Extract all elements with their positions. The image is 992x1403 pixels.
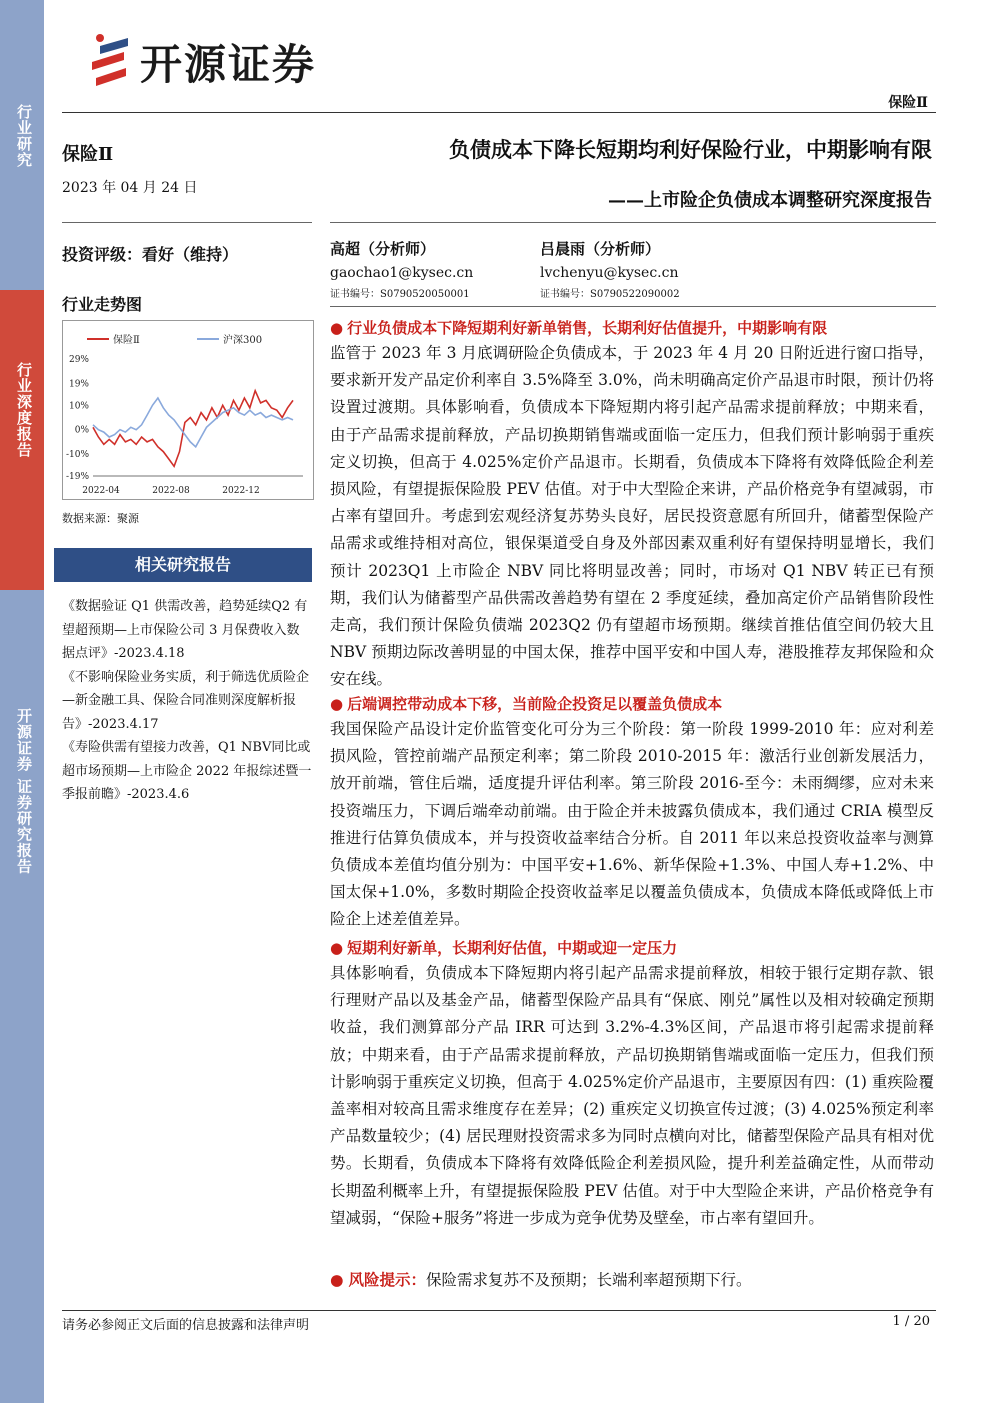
header-sector-tag: 保险Ⅱ [888, 95, 928, 111]
y-tick-label: -19% [65, 472, 89, 482]
bullet-icon: ● [330, 1271, 344, 1289]
report-main-title: 负债成本下降长短期均利好保险行业，中期影响有限 [449, 137, 932, 162]
footer-divider [62, 1310, 936, 1311]
section-3 [330, 938, 934, 1232]
side-label-bottom: 开源证券 证券研究报告 [15, 708, 33, 875]
y-tick-label: 29% [68, 355, 89, 365]
legend-label: 保险Ⅱ [113, 335, 140, 346]
risk-note [330, 1268, 934, 1290]
x-tick-label: 2022-12 [222, 486, 260, 496]
x-tick-label: 2022-08 [152, 486, 190, 496]
related-report-item[interactable]: 《不影响保险业务实质，利于筛选优质险企—新金融工具、保险合同准则深度解析报告》-2023.4.17 [62, 669, 310, 732]
brand-logo-icon [86, 30, 136, 90]
title-divider [330, 222, 936, 223]
analyst-name: 高超（分析师） [330, 240, 436, 258]
brand-name: 开源证券 [140, 40, 317, 89]
report-sub-title: ——上市险企负债成本调整研究深度报告 [608, 190, 932, 211]
chart-source: 数据来源：聚源 [62, 512, 139, 525]
page-number: 1 / 20 [892, 1314, 930, 1329]
analyst-cert: 证书编号：S0790522090002 [540, 289, 680, 300]
footer-disclaimer[interactable]: 请务必参阅正文后面的信息披露和法律声明 [62, 1318, 310, 1333]
analyst-divider [330, 306, 936, 307]
section-heading: ● 后端调控带动成本下移，当前险企投资足以覆盖负债成本 [330, 695, 723, 713]
analyst-email[interactable]: lvchenyu@kysec.cn [540, 265, 679, 281]
related-reports-title: 相关研究报告 [54, 548, 312, 582]
legend-label: 沪深300 [223, 335, 263, 346]
section-body: 具体影响看，负债成本下降短期内将引起产品需求提前释放，相较于银行定期存款、银行理财产品以及基金产品，储蓄型保险产品具有“保底、刚兑”属性以及相对较确定预期收益，我们测算部分产品 IRR 可达到 3.2%-4.3%区间，产品退市将引起需求提前释放；中期来看，由于产品需求提前释放，产品切换期销售端或面临一定压力，但我们预计影响弱于重疾定义切换，但高于 4.025%定价产品退市，主要原因有四：(1) 重疾险覆盖率相对较高且需求维度存在差异；(2) 重疾定义切换宣传过渡；(3) 4.025%预定利率产品数量较少；(4) 居民理财投资需求多为同时点横向对比，储蓄型保险产品具有相对优势。长期看，负债成本下降将有效降低险企利差损风险，提升利差益确定性，从而带动长期盈利概率上升，有望提振保险股 PEV 估值。对于中大型险企来讲，产品价格竞争有望减弱，“保险+服务”将进一步成为竞争优势及壁垒，市占率有望回升。 [330, 964, 934, 1227]
trend-chart-svg [63, 321, 313, 499]
left-divider [62, 222, 312, 223]
analyst-cert: 证书编号：S0790520050001 [330, 289, 470, 300]
section-heading: ● 行业负债成本下降短期利好新单销售，长期利好估值提升，中期影响有限 [330, 319, 828, 337]
bullet-icon: ● [330, 939, 344, 957]
risk-label: 风险提示： [348, 1270, 426, 1289]
y-tick-label: 0% [74, 425, 89, 436]
section-2 [330, 694, 934, 934]
trend-chart-title: 行业走势图 [62, 295, 143, 314]
report-date: 2023 年 04 月 24 日 [62, 180, 198, 196]
sector-name: 保险Ⅱ [62, 144, 114, 165]
analyst-name: 吕晨雨（分析师） [540, 240, 661, 258]
side-label-top: 行业研究 [15, 104, 33, 168]
y-tick-label: 10% [68, 401, 89, 412]
related-report-item[interactable]: 《数据验证 Q1 供需改善，趋势延续Q2 有望超预期—上市保险公司 3 月保费收入数据点评》-2023.4.18 [62, 599, 308, 661]
bullet-icon: ● [330, 695, 344, 713]
section-body: 监管于 2023 年 3 月底调研险企负债成本，于 2023 年 4 月 20 日附近进行窗口指导，要求新开发产品定价利率自 3.5%降至 3.0%，尚未明确高定价产品退市时限，预计仍将设置过渡期。具体影响看，负债成本下降短期内将引起产品需求提前释放；中期来看，由于产品需求提前释放，产品切换期销售端或面临一定压力，但我们预计影响弱于重疾定义切换，但高于 4.025%定价产品退市。长期看，负债成本下降将有效降低险企利差损风险，有望提振保险股 PEV 估值。对于中大型险企来讲，产品价格竞争有望减弱，市占率有望回升。考虑到宏观经济复苏势头良好，居民投资意愿有所回升，储蓄型保险产品需求或维持相对高位，银保渠道受自身及外部因素双重利好有望保持明显增长，我们预计 2023Q1 上市险企 NBV 同比将明显改善；同时，市场对 Q1 NBV 转正已有预期，我们认为储蓄型产品供需改善趋势有望在 2 季度延续，叠加高定价产品销售阶段性走高，我们预计保险负债端 2023Q2 仍有望超市场预期。继续首推估值空间仍较大且 NBV 预期边际改善明显的中国太保，推荐中国平安和中国人寿，港股推荐友邦保险和众安在线。 [330, 344, 934, 689]
section-1 [330, 318, 934, 694]
x-tick-label: 2022-04 [82, 486, 120, 496]
related-report-item[interactable]: 《寿险供需有望接力改善，Q1 NBV同比或超市场预期—上市险企 2022 年报综述暨一季报前瞻》-2023.4.6 [62, 740, 312, 802]
y-tick-label: -10% [65, 450, 89, 461]
header-divider [62, 112, 936, 113]
section-body: 我国保险产品设计定价监管变化可分为三个阶段：第一阶段 1999-2010 年：应对利差损风险，管控前端产品预定利率；第二阶段 2010-2015 年：激活行业创新发展活力，放开前端，管住后端，适度提升评估利率。第三阶段 2016-至今：未雨绸缪，应对未来投资端压力，下调后端牵动前端。由于险企并未披露负债成本，我们通过 CRIA 模型反推进行估算负债成本，并与投资收益率结合分析。自 2011 年以来总投资收益率与测算负债成本差值均值分别为：中国平安+1.6%、新华保险+1.3%、中国人寿+1.2%、中国太保+1.0%，多数时期险企投资收益率足以覆盖负债成本，负债成本降低或降低上市险企上述差值差异。 [330, 720, 934, 929]
investment-rating: 投资评级：看好（维持） [62, 245, 239, 264]
side-label-mid: 行业深度报告 [15, 362, 33, 458]
y-tick-label: 19% [68, 379, 89, 390]
risk-text: 保险需求复苏不及预期；长端利率超预期下行。 [425, 1271, 752, 1289]
related-reports-list [62, 595, 312, 807]
analyst-card [540, 238, 680, 300]
analyst-email[interactable]: gaochao1@kysec.cn [330, 265, 474, 281]
section-heading: ● 短期利好新单，长期利好估值，中期或迎一定压力 [330, 939, 678, 957]
trend-chart [62, 320, 314, 500]
analyst-card [330, 238, 473, 300]
series-line [93, 391, 293, 467]
bullet-icon: ● [330, 319, 344, 337]
